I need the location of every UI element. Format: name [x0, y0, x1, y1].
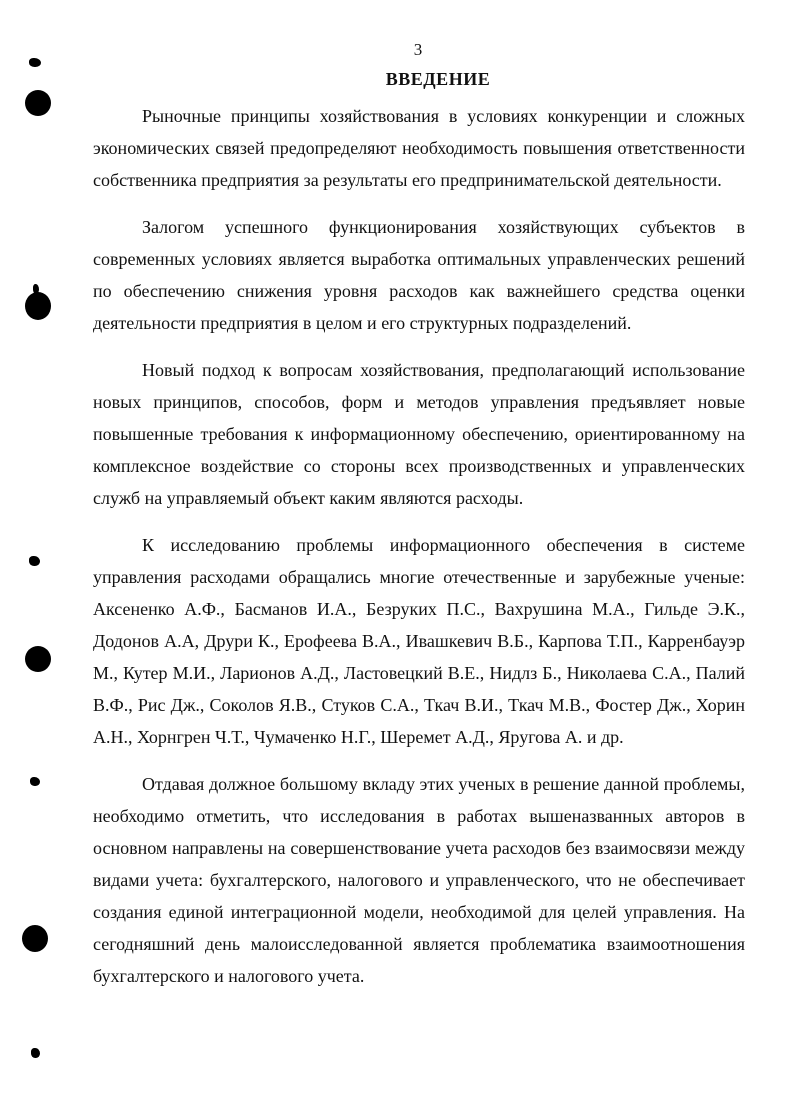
binding-hole — [25, 646, 51, 672]
scan-mark — [30, 777, 40, 786]
page-title: ВВЕДЕНИЕ — [385, 69, 491, 89]
paragraph: Новый подход к вопросам хозяйствования, предполагающий использование новых принципов, способов, форм и методов управления предъявляет новые повышенные требования к информационному обеспечению, ориентированному на комплексное воздействие со стороны всех производственных и управленческих служб на управляемый объект каким являются расходы. — [93, 360, 745, 508]
binding-hole — [25, 292, 51, 320]
page-number: 3 — [413, 40, 423, 59]
binding-hole — [22, 925, 48, 952]
binding-hole — [25, 90, 51, 116]
paragraph: Рыночные принципы хозяйствования в условиях конкуренции и сложных экономических связей предопределяют необходимость повышения ответственности собственника предприятия за результаты его предпринимательской деятельности. — [93, 106, 745, 190]
paragraph: К исследованию проблемы информационного обеспечения в системе управления расходами обращались многие отечественные и зарубежные ученые: Аксененко А.Ф., Басманов И.А., Безруких П.С., Вахрушина М.А., Гильде Э.К., Додонов А.А, Друри К., Ерофеева В.А., Ивашкевич В.Б., Карпова Т.П., Карренбауэр М., Кутер М.И., Ларионов А.Д., Ластовецкий В.Е., Нидлз Б., Николаева С.А., Палий В.Ф., Рис Дж., Соколов Я.В., Стуков С.А., Ткач В.И., Ткач М.В., Фостер Дж., Хорин А.Н., Хорнгрен Ч.Т., Чумаченко Н.Г., Шеремет А.Д., Яругова А. и др. — [93, 535, 745, 747]
document-body — [93, 100, 745, 1007]
scan-mark — [29, 556, 40, 566]
paragraph: Отдавая должное большому вкладу этих ученых в решение данной проблемы, необходимо отметить, что исследования в работах вышеназванных авторов в основном направлены на совершенствование учета расходов без взаимосвязи между видами учета: бухгалтерского, налогового и управленческого, что не обеспечивает создания единой интеграционной модели, необходимой для целей управления. На сегодняшний день малоисследованной является проблематика взаимоотношения бухгалтерского и налогового учета. — [93, 774, 745, 986]
paragraph: Залогом успешного функционирования хозяйствующих субъектов в современных условиях является выработка оптимальных управленческих решений по обеспечению снижения уровня расходов как важнейшего средства оценки деятельности предприятия в целом и его структурных подразделений. — [93, 217, 745, 333]
scan-mark — [31, 1048, 40, 1058]
scan-mark — [33, 284, 39, 294]
